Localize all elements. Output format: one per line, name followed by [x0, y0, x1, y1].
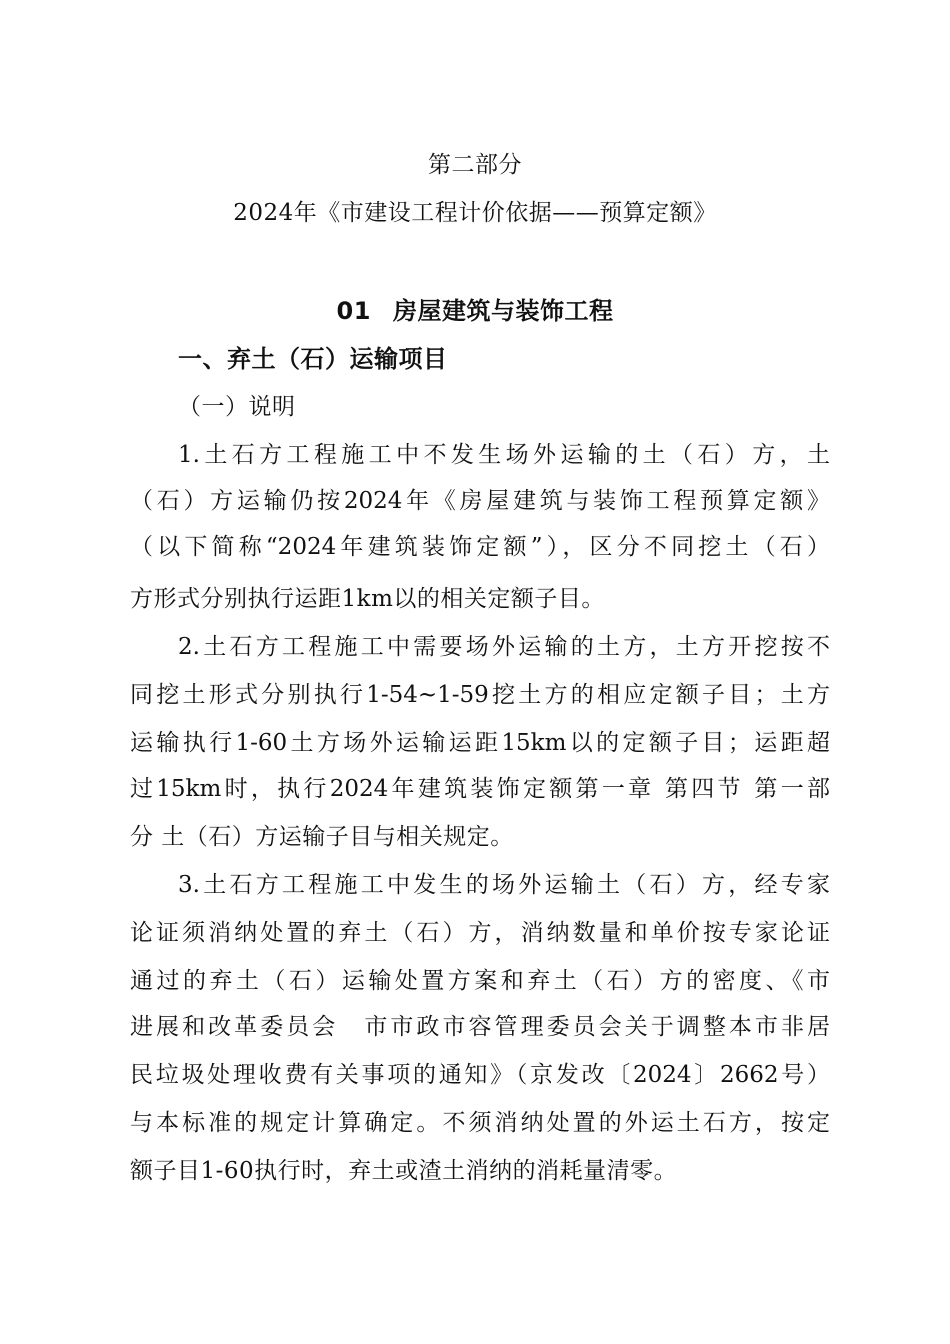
paragraph-3-line-6: 与本标准的规定计算确定。不须消纳处置的外运土石方，按定 [130, 1110, 830, 1136]
paragraph-1-line-2: （石）方运输仍按2024年《房屋建筑与装饰工程预算定额》 [130, 488, 830, 514]
paragraph-3-line-3: 通过的弃土（石）运输处置方案和弃土（石）方的密度、《市 [130, 968, 830, 994]
paragraph-3-line-7: 额子目1-60执行时，弃土或渣土消纳的消耗量清零。 [130, 1158, 678, 1184]
paragraph-3-line-4: 进展和改革委员会 市市政市容管理委员会关于调整本市非居 [130, 1014, 830, 1040]
paragraph-1-line-4: 方形式分别执行运距1km以的相关定额子目。 [130, 586, 605, 612]
paragraph-1-line-1: 1.土石方工程施工中不发生场外运输的土（石）方，土 [178, 442, 830, 468]
paragraph-3-line-1: 3.土石方工程施工中发生的场外运输土（石）方，经专家 [178, 872, 830, 898]
heading-level-1: 一、弃土（石）运输项目 [178, 345, 448, 373]
paragraph-3-line-2: 论证须消纳处置的弃土（石）方，消纳数量和单价按专家论证 [130, 920, 830, 946]
paragraph-2-line-2: 同挖土形式分别执行1-54~1-59挖土方的相应定额子目；土方 [130, 682, 830, 708]
document-title: 2024年《市建设工程计价依据——预算定额》 [233, 200, 717, 226]
heading-level-2: （一）说明 [178, 394, 296, 420]
paragraph-2-line-4: 过15km时，执行2024年建筑装饰定额第一章 第四节 第一部 [130, 776, 830, 802]
paragraph-1-line-3: （以下简称“2024年建筑装饰定额”），区分不同挖土（石） [130, 534, 830, 560]
section-name: 房屋建筑与装饰工程 [392, 297, 614, 325]
paragraph-2-line-1: 2.土石方工程施工中需要场外运输的土方，土方开挖按不 [178, 634, 830, 660]
section-title [0, 294, 950, 328]
section-number: 01 [336, 297, 371, 325]
paragraph-2-line-3: 运输执行1-60土方场外运输运距15km以的定额子目；运距超 [130, 730, 830, 756]
paragraph-2-line-5: 分 土（石）方运输子目与相关规定。 [130, 824, 514, 850]
part-title: 第二部分 [428, 152, 522, 178]
paragraph-3-line-5: 民垃圾处理收费有关事项的通知》（京发改〔2024〕2662号） [130, 1062, 830, 1088]
